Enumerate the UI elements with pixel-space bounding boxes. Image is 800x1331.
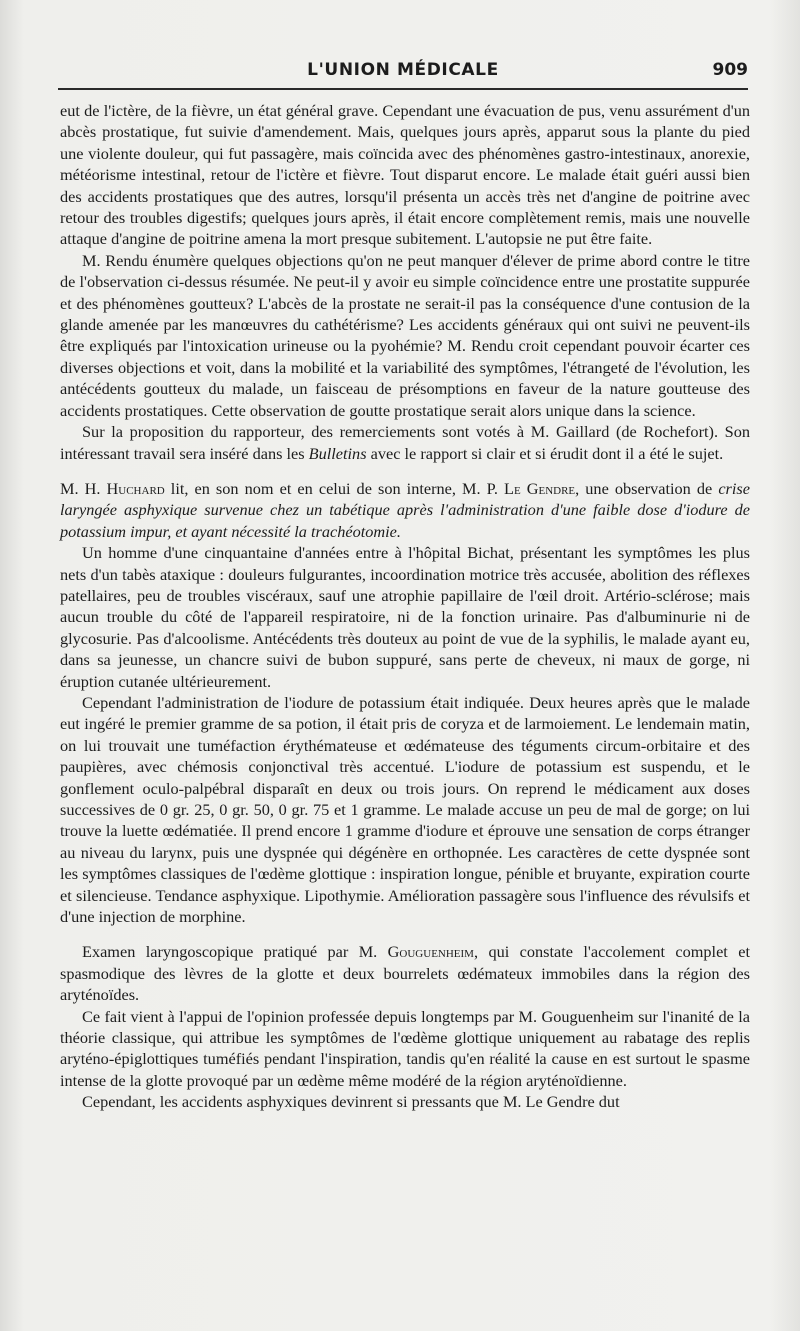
- author-huchard: Huchard: [106, 478, 165, 498]
- paragraph-6: Cependant l'administration de l'iodure de potassium était indiquée. Deux heures après que le malade eut ingéré le premier gramme de sa potion, il était pris de coryza et de larmoiement. Le lendemain matin, on lui trouvait une tuméfaction érythémateuse et œdémateuse des téguments circum-orbitaire et des paupières, avec chémosis conjonctival très accentué. L'iodure de potassium est suspendu, et le gonflement oculo-palpébral disparaît en deux ou trois jours. On reprend le médicament aux doses successives de 0 gr. 25, 0 gr. 50, 0 gr. 75 et 1 gramme. Le malade accuse un peu de mal de gorge; on lui trouve la luette œdématiée. Il prend encore 1 gramme d'iodure et éprouve une sensation de corps étranger au niveau du larynx, puis une dyspnée qui dégénère en orthopnée. Les caractères de cette dyspnée sont les symptômes classiques de l'œdème glottique : inspiration longue, pénible et bruyante, expiration courte et silencieuse. Tendance asphyxique. Lipothymie. Amélioration passagère sous l'influence des révulsifs et d'une injection de morphine.: [60, 692, 750, 927]
- paragraph-5: Un homme d'une cinquantaine d'années entre à l'hôpital Bichat, présentant les symptômes les plus nets d'un tabès ataxique : douleurs fulgurantes, incoordination motrice très accusée, abolition des réflexes patellaires, peu de troubles viscéraux, sauf une atrophie papillaire de l'œil droit. Artério-sclérose; mais aucun trouble du côté de l'appareil respiratoire, ni de la fonction urinaire. Pas d'albuminurie ni de glycosurie. Pas d'alcoolisme. Antécédents très douteux au point de vue de la syphilis, le malade ayant eu, dans sa jeunesse, un chancre suivi de bubon suppuré, sans perte de cheveux, ni maux de gorge, ni éruption cutanée ultérieurement.: [60, 543, 750, 691]
- paragraph-7: [60, 941, 750, 1005]
- paragraph-9: Cependant, les accidents asphyxiques devinrent si pressants que M. Le Gendre dut: [82, 1092, 620, 1112]
- p4-middle-2: , une observation de: [575, 478, 713, 498]
- paragraph-3: [60, 421, 750, 464]
- p7-suffix: , qui constate l'accolement complet et spasmodique des lèvres de la glotte et deux bourrelets œdémateux immobiles dans la région des aryténoïdes.: [60, 942, 750, 1005]
- page-header: [58, 56, 748, 90]
- article-body: [60, 100, 750, 1113]
- header-rule: [58, 88, 748, 90]
- author-le-gendre: Le Gendre: [504, 478, 576, 498]
- p7-prefix: Examen laryngoscopique pratiqué par M.: [82, 942, 378, 962]
- paragraph-3-text-b: avec le rapport si clair et si érudit dont il a été le sujet.: [370, 443, 724, 463]
- running-title: L'UNION MÉDICALE: [307, 60, 499, 80]
- author-gouguenheim: Gouguenheim: [387, 942, 474, 962]
- paragraph-4: [60, 478, 750, 542]
- bulletins-italic: Bulletins: [308, 443, 367, 463]
- paragraph-1: eut de l'ictère, de la fièvre, un état général grave. Cependant une évacuation de pus, venu assurément d'un abcès prostatique, fut suivie d'amendement. Mais, quelques jours après, apparut sous la plante du pied une violente douleur, qui fut passagère, mais coïncida avec des phénomènes gastro-intestinaux, anorexie, météorisme intestinal, retour de l'ictère et fièvre. Tout disparut encore. Le malade était guéri aussi bien des accidents prostatiques que des autres, lorsqu'il présenta un accès très net d'angine de poitrine avec retour des troubles digestifs; quelques jours après, il était encore complètement remis, mais une nouvelle attaque d'angine de poitrine amena la mort presque subitement. L'autopsie ne put être faite.: [60, 101, 750, 249]
- p4-middle: lit, en son nom et en celui de son interne, M. P.: [170, 478, 498, 498]
- observation-title: crise laryngée asphyxique survenue chez un tabétique après l'administration d'une faible dose d'iodure de potassium impur, et ayant nécessité la trachéotomie.: [60, 478, 750, 541]
- paragraph-3-text-a: Sur la proposition du rapporteur, des remerciements sont votés à M. Gaillard (de Rochefort). Son intéressant travail sera inséré dans les: [60, 422, 750, 463]
- paragraph-8: Ce fait vient à l'appui de l'opinion professée depuis longtemps par M. Gouguenheim sur l'inanité de la théorie classique, qui attribue les symptômes de l'œdème glottique uniquement au rabatage des replis aryténo-épiglottiques tuméfiés pendant l'inspiration, tandis qu'en réalité la cause en est surtout le spasme intense de la glotte provoqué par un œdème même modéré de la région aryténoïdienne.: [60, 1006, 750, 1090]
- page-number: 909: [712, 60, 748, 80]
- p4-prefix: M. H.: [60, 478, 101, 498]
- paragraph-2: M. Rendu énumère quelques objections qu'on ne peut manquer d'élever de prime abord contre le titre de l'observation ci-dessus résumée. Ne peut-il y avoir eu simple coïncidence entre une prostatite suppurée et des phénomènes goutteux? L'abcès de la prostate ne serait-il pas la conséquence d'une contusion de la glande amenée par les manœuvres du cathétérisme? Les accidents généraux qui ont suivi ne peuvent-ils être expliqués par l'intoxication urineuse ou la pyohémie? M. Rendu croit cependant pouvoir écarter ces diverses objections et voit, dans la mobilité et la variabilité des symptômes, l'étrangeté de l'évolution, les antécédents goutteux du malade, un faisceau de présomptions en faveur de la nature goutteuse des accidents prostatiques. Cette observation de goutte prostatique serait alors unique dans la science.: [60, 250, 750, 420]
